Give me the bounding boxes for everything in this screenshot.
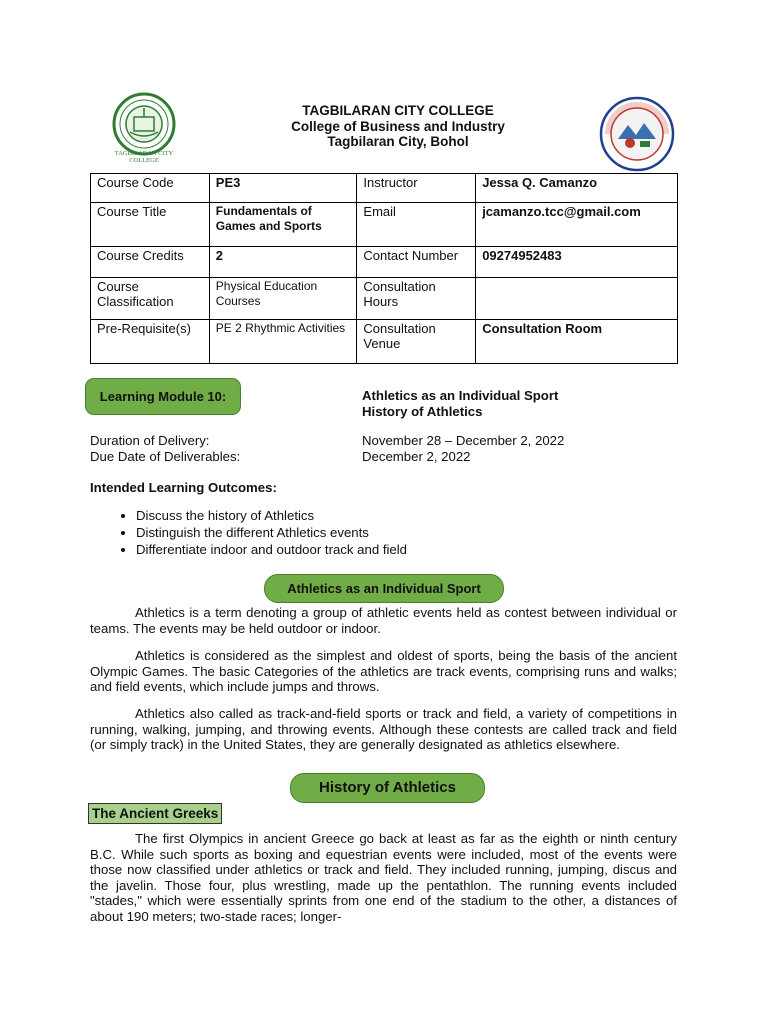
paragraph: The first Olympics in ancient Greece go back at least as far as the eighth or ninth century B.C. While such sports as boxing and equestrian events were included, most of the events were those now classified under athletics or track and field. They included running, jumping, discus and the javelin. Those four, plus wrestling, made up the pentathlon. The running events included "stades," which were essentially sprints from one end of the stadium to the other, a distances of about 190 meters; two-stade races; longer- [90,831,677,924]
due-value: December 2, 2022 [362,449,471,464]
paragraph: Athletics is considered as the simplest and oldest of sports, being the basis of the ancient Olympic Games. The basic Categories of the athletics are track events, comprising runs and walks; and field events, which include jumps and throws. [90,648,677,695]
due-label: Due Date of Deliverables: [90,449,241,464]
table-cell: Course Title [91,203,210,247]
table-row [91,203,678,247]
table-cell: Instructor [357,174,476,203]
section-heading: Athletics as an Individual Sport [264,574,504,603]
college-name: TAGBILARAN CITY COLLEGE [302,103,494,118]
outcomes-list [90,507,407,558]
table-cell: PE 2 Rhythmic Activities [209,320,357,364]
table-cell: Jessa Q. Camanzo [476,174,678,203]
duration-value: November 28 – December 2, 2022 [362,433,565,448]
list-item: • Discuss the history of Athletics [136,507,407,524]
table-row [91,320,678,364]
table-cell [476,278,678,320]
table-cell: 2 [209,247,357,278]
module-badge: Learning Module 10: [85,378,241,415]
course-info-table [90,173,678,364]
table-cell: Physical Education Courses [209,278,357,320]
subsection-heading: The Ancient Greeks [88,803,222,824]
module-title-1: Athletics as an Individual Sport [362,388,559,403]
table-cell: jcamanzo.tcc@gmail.com [476,203,678,247]
city-seal [598,95,676,173]
table-row [91,174,678,203]
list-item: • Distinguish the different Athletics events [136,524,407,541]
table-cell: Course Credits [91,247,210,278]
logo-caption: TAGBILARAN CITY COLLEGE [114,150,174,164]
table-cell: Contact Number [357,247,476,278]
table-cell: Consultation Room [476,320,678,364]
table-cell: Pre-Requisite(s) [91,320,210,364]
table-cell: Consultation Venue [357,320,476,364]
table-cell: Email [357,203,476,247]
table-cell: PE3 [209,174,357,203]
department-name: College of Business and Industry [291,119,505,134]
table-row [91,247,678,278]
list-item: • Differentiate indoor and outdoor track and field [136,541,407,558]
table-cell: Course Classification [91,278,210,320]
table-cell: Consultation Hours [357,278,476,320]
table-cell: Fundamentals of Games and Sports [209,203,357,247]
duration-label: Duration of Delivery: [90,433,210,448]
paragraph: Athletics is a term denoting a group of athletic events held as contest between individual or teams. The events may be held outdoor or indoor. [90,605,677,636]
paragraph: Athletics also called as track-and-field sports or track and field, a variety of competitions in running, walking, jumping, and throwing events. Although these contests are called track and field (or simply track) in the United States, they are generally designated as athletics elsewhere. [90,706,677,753]
module-title-2: History of Athletics [362,404,483,419]
outcomes-heading: Intended Learning Outcomes: [90,480,277,495]
college-location: Tagbilaran City, Bohol [327,134,469,149]
section-heading: History of Athletics [290,773,485,803]
table-row [91,278,678,320]
table-cell: Course Code [91,174,210,203]
table-cell: 09274952483 [476,247,678,278]
